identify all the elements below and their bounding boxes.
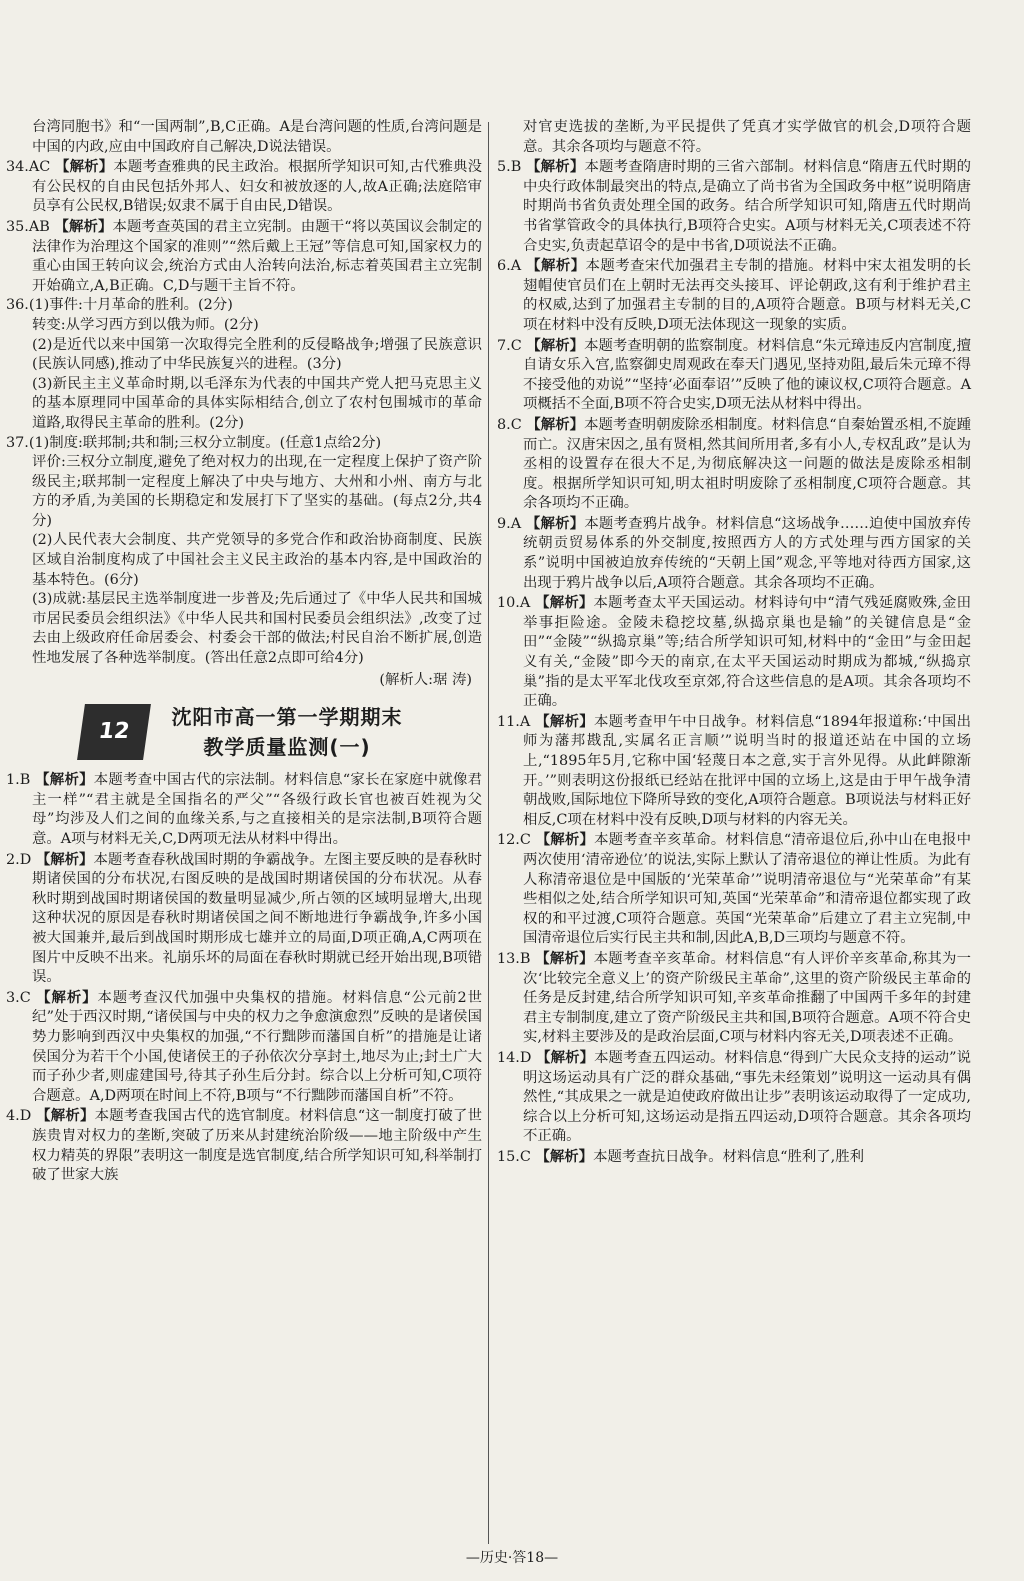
item-text: 本题考查明朝废除丞相制度。材料信息“自秦始置丞相,不旋踵而亡。汉唐宋因之,虽有贤相,然其间所用者,多有小人,专权乱政”是认为丞相的设置存在很大不足,为彻底解决这一问题的做法是废除丞相制度。根据所学知识可知,明太祖时明废除了丞相制度,C项符合题意。其余各项均不正确。 xyxy=(523,416,971,512)
paragraph: 台湾同胞书》和“一国两制”,B,C正确。A是台湾问题的性质,台湾问题是中国的内政,应由中国政府自己解决,D说法错误。 xyxy=(32,119,482,155)
item-text: 本题考查中国古代的宗法制。材料信息“家长在家庭中就像君主一样”“君主就是全国指名的严父”“各级行政长官也被百姓视为父母”均涉及人们之间的血缘关系,与之直接相关的是宗法制,B项符合题意。A项与材料无关,C,D两项无法从材料中得出。 xyxy=(32,772,483,847)
item-text: 本题考查五四运动。材料信息“得到广大民众支持的运动”说明这场运动具有广泛的群众基础,“事先未经策划”说明这一运动具有偶然性,“其成果之一就是迫使政府做出让步”表明该运动取得了一定成功,综合以上分析可知,这场运动是指五四运动,D项符合题意。其余各项均不正确。 xyxy=(523,1049,971,1145)
page-footer: —历史·答18— xyxy=(465,1550,559,1566)
item-number: 3. xyxy=(6,989,20,1006)
item-number: 6. xyxy=(497,258,511,275)
paragraph: (3)成就:基层民主选举制度进一步普及;先后通过了《中华人民共和国城市居民委员会组织法》《中华人民共和国村民委员会组织法》,改变了过去由上级政府任命居委会、村委会干部的做法;村民自治不断扩展,创造性地发展了各种选举制度。(答出任意2点即可给4分) xyxy=(32,591,482,667)
item-text: 本题考查甲午中日战争。材料信息“1894年报道称:‘中国出师为藩邦戡乱,实属名正言顺’”说明当时的报道还站在中国的立场上,“1895年5月,它称中国‘轻蔑日本之意,实于言外见得。从此衅隙渐开。’”则表明这份报纸已经站在批评中国的立场上,这是由于甲午战争清朝战败,国际地位下降所导致的变化,A项符合题意。B项说法与材料正好相反,C项在材料中没有反映,D项与材料的内容无关。 xyxy=(523,713,972,828)
item-answer: C xyxy=(519,832,531,849)
analysis-tag: 【解析】 xyxy=(35,850,94,868)
item-answer: C xyxy=(519,1148,531,1165)
item-answer: C xyxy=(19,989,31,1006)
item-text: 本题考查隋唐时期的三省六部制。材料信息“隋唐五代时期的中央行政体制最突出的特点,是确立了尚书省为全国政务中枢”说明隋唐时期尚书省负责处理全国的政务。结合所学知识可知,隋唐五代时期尚书省掌管政令的具体执行,B项符合史实。A项与材料无关,C项表述不符合史实,负责起草诏令的是中书省,D项说法不正确。 xyxy=(523,159,971,254)
item-answer: D xyxy=(19,1108,32,1125)
section-header xyxy=(6,700,482,764)
item-text: 本题考查春秋战国时期的争霸战争。左图主要反映的是春秋时期诸侯国的分布状况,右图反映的是战国时期诸侯国的分布状况。从春秋时期到战国时期诸侯国的数量明显减少,所占领的区域明显增大,出现这种状况的原因是春秋时期诸侯国之间不断地进行争霸战争,许多小国被大国兼并,最后到战国时期形成七雄并立的局面,D项正确,A,C两项在图片中反映不出来。礼崩乐坏的局面在春秋时期就已经开始出现,B项错误。 xyxy=(32,851,482,986)
analysis-tag: 【解析】 xyxy=(535,1147,594,1165)
analysis-tag: 【解析】 xyxy=(535,712,594,730)
paragraph: (2)人民代表大会制度、共产党领导的多党合作和政治协商制度、民族区域自治制度构成了中国社会主义民主政治的基本内容,是中国政治的基本特色。(6分) xyxy=(32,532,482,588)
item-text: 本题考查抗日战争。材料信息“胜利了,胜利 xyxy=(593,1148,865,1165)
item-number: 2. xyxy=(6,851,20,868)
left-column xyxy=(6,118,482,1186)
analysis-tag: 【解析】 xyxy=(35,771,94,789)
item-answer: B xyxy=(19,772,31,789)
item-answer: A xyxy=(519,595,531,612)
answer-item xyxy=(6,296,482,316)
item-text: 本题考查辛亥革命。材料信息“清帝退位后,孙中山在电报中两次使用‘清帝逊位’的说法,实际上默认了清帝退位的禅让性质。为此有人称清帝退位是中国版的‘光荣革命’”说明清帝退位与“光荣革命”有某些相似之处,结合所学知识可知,英国“光荣革命”和清帝退位都实现了政权的和平过渡,C项符合题意。英国“光荣革命”后建立了君主立宪制,中国清帝退位后实行民主共和制,因此A,B,D三项均与题意不符。 xyxy=(523,832,971,947)
item-text: 本题考查太平天国运动。材料诗句中“清气残延腐败殊,金田举事拒险途。金陵未稳挖坟墓,纵捣京巢也是输”的关键信息是“金田”“金陵”“纵捣京巢”等;结合所学知识可知,材料中的“金田”与金田起义有关,“金陵”即今天的南京,在太平天国运动时期成为都城,“纵捣京巢”指的是太平军北伐攻至京郊,符合这些信息的是A项。其余各项均不正确。 xyxy=(523,595,971,710)
answer-item xyxy=(497,1048,971,1147)
analyst-signature: (解析人:琚 涛) xyxy=(379,671,472,688)
analysis-tag: 【解析】 xyxy=(535,831,595,849)
item-text: 本题考查雅典的民主政治。根据所学知识可知,古代雅典没有公民权的自由民包括外邦人、妇女和被放逐的人,故A正确;法庭陪审员享有公民权,B错误;奴隶不属于自由民,D错误。 xyxy=(32,159,482,215)
answer-item xyxy=(6,988,482,1107)
answer-item xyxy=(6,217,482,296)
analysis-tag: 【解析】 xyxy=(525,514,585,532)
paragraph: 评价:三权分立制度,避免了绝对权力的出现,在一定程度上保护了资产阶级民主;联邦制一定程度上解决了中央与地方、大州和小州、南方与北方的矛盾,为美国的长期稳定和发展打下了坚实的基础。(每点2分,共4分) xyxy=(32,454,482,529)
item-answer: D xyxy=(19,851,32,868)
item-number: 4. xyxy=(6,1108,20,1125)
analysis-tag: 【解析】 xyxy=(526,257,586,275)
item-text: 本题考查宋代加强君主专制的措施。材料中宋太祖发明的长翅帽使官员们在上朝时无法再交头接耳、评论朝政,这有利于维护君主的权威,达到了加强君主专制的目的,A项符合题意。B项与材料无关,C项在材料中没有反映,D项无法体现这一现象的实质。 xyxy=(523,258,971,333)
item-answer: A xyxy=(510,258,522,275)
paragraph: 对官吏选拔的垄断,为平民提供了凭真才实学做官的机会,D项符合题意。其余各项均与题意不符。 xyxy=(523,119,971,155)
item-number: 14. xyxy=(497,1049,520,1066)
answer-item xyxy=(497,157,971,256)
item-answer: B xyxy=(510,159,522,176)
item-text: (1)事件:十月革命的胜利。(2分) xyxy=(28,297,233,314)
paragraph: (3)新民主主义革命时期,以毛泽东为代表的中国共产党人把马克思主义的基本原理同中国革命的具体实际相结合,创立了农村包围城市的革命道路,取得民主革命的胜利。(2分) xyxy=(32,375,482,431)
analysis-tag: 【解析】 xyxy=(526,415,585,433)
item-answer: A xyxy=(519,713,531,730)
analysis-tag: 【解析】 xyxy=(536,1048,595,1066)
item-number: 8. xyxy=(497,416,511,433)
item-answer: A xyxy=(510,515,522,532)
section-title-line1: 沈阳市高一第一学期期末 xyxy=(171,705,403,730)
item-text: 本题考查我国古代的选官制度。材料信息“这一制度打破了世族贵胄对权力的垄断,突破了历来从封建统治阶级——地主阶级中产生权力精英的界限”表明这一制度是选官制度,结合所学知识可知,科举制打破了世家大族 xyxy=(32,1108,483,1184)
item-text: (1)制度:联邦制;共和制;三权分立制度。(任意1点给2分) xyxy=(28,434,382,451)
analysis-tag: 【解析】 xyxy=(535,949,594,967)
section-title xyxy=(152,702,422,762)
answer-item xyxy=(6,850,482,988)
answer-item xyxy=(497,712,971,831)
answer-item xyxy=(497,415,971,514)
item-number: 13. xyxy=(497,950,520,967)
answer-item xyxy=(497,949,971,1048)
answer-item xyxy=(6,1106,482,1185)
item-text: 本题考查辛亥革命。材料信息“有人评价辛亥革命,称其为一次‘比较完全意义上’的资产阶级民主革命”,这里的资产阶级民主革命的任务是反封建,结合所学知识可知,辛亥革命推翻了中国两千多年的封建君主专制制度,建立了资产阶级民主共和国,B项符合题意。A项不符合史实,材料主要涉及的是政治层面,C项与材料内容无关,D项表述不正确。 xyxy=(523,950,971,1046)
answer-item xyxy=(497,593,971,712)
item-number: 36. xyxy=(6,297,29,314)
item-answer: D xyxy=(519,1049,532,1066)
answer-item xyxy=(497,336,971,415)
answer-item xyxy=(497,830,971,949)
item-number: 10. xyxy=(497,595,520,612)
item-answer: C xyxy=(510,337,522,354)
item-answer: B xyxy=(519,950,531,967)
column-divider xyxy=(488,122,489,1544)
item-number: 37. xyxy=(6,434,29,451)
answer-item xyxy=(497,256,971,335)
paragraph: (2)是近代以来中国第一次取得完全胜利的反侵略战争;增强了民族意识(民族认同感),推动了中华民族复兴的进程。(3分) xyxy=(32,336,482,373)
answer-item xyxy=(497,514,971,593)
section-title-line2: 教学质量监测(一) xyxy=(203,735,371,760)
item-number: 7. xyxy=(497,337,511,354)
item-number: 5. xyxy=(497,159,511,176)
analysis-tag: 【解析】 xyxy=(36,988,98,1006)
item-number: 35. xyxy=(6,218,29,235)
answer-item xyxy=(497,1147,971,1168)
right-column xyxy=(497,118,971,1167)
item-number: 11. xyxy=(497,713,520,730)
item-number: 15. xyxy=(497,1148,520,1165)
item-number: 34. xyxy=(6,159,29,176)
section-number-badge: 12 xyxy=(77,704,151,760)
analysis-tag: 【解析】 xyxy=(54,217,113,235)
item-number: 12. xyxy=(497,832,520,849)
answer-item xyxy=(6,157,482,217)
analysis-tag: 【解析】 xyxy=(535,594,594,612)
answer-item xyxy=(6,434,482,454)
item-text: 本题考查汉代加强中央集权的措施。材料信息“公元前2世纪”处于西汉时期,“诸侯国与中央的权力之争愈演愈烈”反映的是诸侯国势力影响到西汉中央集权的加强,“不行黜陟而藩国自析”的措施是让诸侯国分为若干个小国,使诸侯王的子孙依次分享封土,地尽为止;封土广大而子孙少者,则虚建国号,待其子孙生后分封。综合以上分析可知,C项符合题意。A,D两项在时间上不符,B项与“不行黜陟而藩国自析”不符。 xyxy=(32,989,482,1104)
item-number: 1. xyxy=(6,772,20,789)
item-text: 本题考查鸦片战争。材料信息“这场战争……迫使中国放弃传统朝贡贸易体系的外交制度,按照西方人的方式处理与西方国家的关系”说明中国被迫放弃传统的“天朝上国”观念,平等地对待西方国家,这出现于鸦片战争以后,A项符合题意。其余各项均不正确。 xyxy=(523,515,971,591)
item-answer: C xyxy=(510,416,522,433)
item-answer: AC xyxy=(28,159,51,176)
item-answer: AB xyxy=(28,218,50,235)
analysis-tag: 【解析】 xyxy=(55,158,114,176)
item-text: 本题考查英国的君主立宪制。由题干“将以英国议会制定的法律作为治理这个国家的准则”“然后戴上王冠”等信息可知,国家权力的重心由国王转向议会,统治方式由人治转向法治,标志着英国君主立宪制开始确立,A,B正确。C,D与题干主旨不符。 xyxy=(32,218,482,294)
paragraph: 转变:从学习西方到以俄为师。(2分) xyxy=(32,316,259,333)
analysis-tag: 【解析】 xyxy=(36,1107,95,1125)
item-text: 本题考查明朝的监察制度。材料信息“朱元璋违反内宫制度,擅自请女乐入宫,监察御史周观政在奉天门遇见,坚持劝阻,最后朱元璋不得不接受他的劝说”“坚持‘必面奉诏’”反映了他的谏议权,C项符合题意。A项概括不全面,B项不符合史实,D项无法从材料中得出。 xyxy=(523,337,971,413)
answer-item xyxy=(6,770,482,849)
item-number: 9. xyxy=(497,515,511,532)
analysis-tag: 【解析】 xyxy=(526,336,585,354)
analysis-tag: 【解析】 xyxy=(526,158,585,176)
